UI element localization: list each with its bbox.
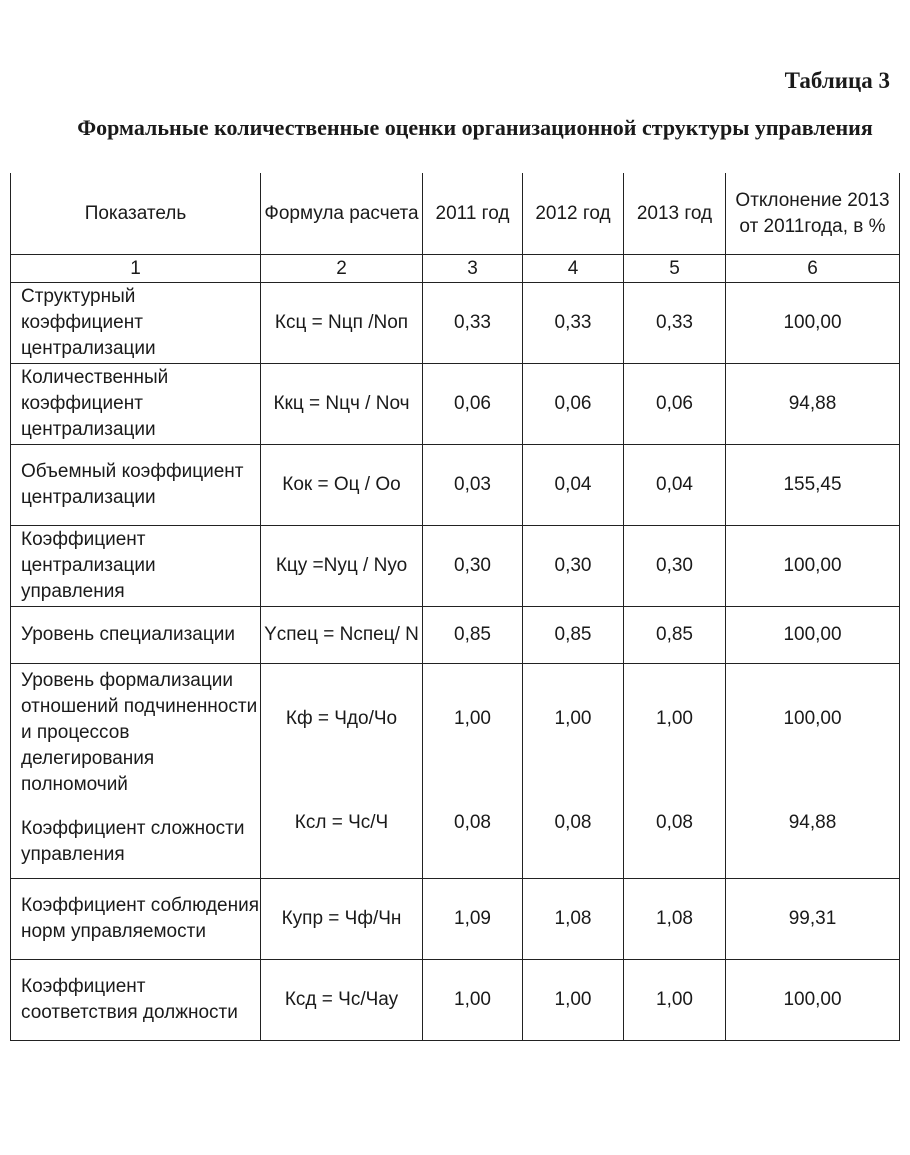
- indicator-cell: Коэффициент централизации управления: [11, 526, 261, 607]
- value-2012-cell: 0,30: [523, 526, 624, 607]
- deviation-cell: 99,31: [726, 879, 900, 960]
- indicator-cell: Структурный коэффициент централизации: [11, 283, 261, 364]
- value-2013-cell: 0,85: [624, 607, 726, 664]
- value-2011-cell: 1,00: [423, 960, 523, 1041]
- formula-cell: Ксц = Nцп /Nоп: [261, 283, 423, 364]
- deviation-cell: 155,45: [726, 445, 900, 526]
- header-2012: 2012 год: [523, 173, 624, 255]
- indicator-cell: Коэффициент соблюдения норм управляемости: [11, 879, 261, 960]
- header-2013: 2013 год: [624, 173, 726, 255]
- value-2012-cell: [523, 664, 624, 879]
- value-2011-cell: 0,06: [423, 364, 523, 445]
- value-2013-cell: 0,33: [624, 283, 726, 364]
- value-text: 0,08: [454, 812, 491, 833]
- formula-cell: Yспец = Nспец/ N: [261, 607, 423, 664]
- header-row: [11, 173, 900, 255]
- value-2012-cell: 1,00: [523, 960, 624, 1041]
- formula-cell: Ксд = Чс/Чау: [261, 960, 423, 1041]
- value-text: 1,00: [656, 708, 693, 729]
- indicator-cell: Объемный коэффициент централизации: [11, 445, 261, 526]
- value-2013-cell: [624, 664, 726, 879]
- value-2013-cell: 1,08: [624, 879, 726, 960]
- value-2013-cell: 1,00: [624, 960, 726, 1041]
- column-number: 5: [624, 255, 726, 283]
- deviation-text: 100,00: [783, 708, 842, 729]
- value-2011-cell: 0,03: [423, 445, 523, 526]
- formula-cell: Купр = Чф/Чн: [261, 879, 423, 960]
- value-2012-cell: 0,06: [523, 364, 624, 445]
- table-row: [11, 960, 900, 1041]
- value-2011-cell: [423, 664, 523, 879]
- header-2011: 2011 год: [423, 173, 523, 255]
- formula-cell: Кцу =Nуц / Nуо: [261, 526, 423, 607]
- value-2012-cell: 0,04: [523, 445, 624, 526]
- indicators-table: [10, 173, 900, 1041]
- column-number: 2: [261, 255, 423, 283]
- table-row: [11, 879, 900, 960]
- value-2011-cell: 1,09: [423, 879, 523, 960]
- value-text: 1,00: [454, 708, 491, 729]
- column-number: 1: [11, 255, 261, 283]
- formula-text: Ксл = Чс/Ч: [294, 812, 389, 833]
- header-formula: Формула расчета: [261, 173, 423, 255]
- value-2012-cell: 0,85: [523, 607, 624, 664]
- value-2012-cell: 0,33: [523, 283, 624, 364]
- column-number-row: [11, 255, 900, 283]
- indicator-cell: Количественный коэффициент централизации: [11, 364, 261, 445]
- table-row: [11, 526, 900, 607]
- document-title: Формальные количественные оценки организационной структуры управления: [77, 115, 873, 140]
- table-row: [11, 283, 900, 364]
- table-row: [11, 607, 900, 664]
- value-text: 1,00: [554, 708, 592, 729]
- deviation-cell: 94,88: [726, 364, 900, 445]
- header-indicator: Показатель: [11, 173, 261, 255]
- column-number: 3: [423, 255, 523, 283]
- indicator-cell: [11, 664, 261, 879]
- value-2013-cell: 0,06: [624, 364, 726, 445]
- deviation-cell: 100,00: [726, 607, 900, 664]
- column-number: 6: [726, 255, 900, 283]
- deviation-cell: 100,00: [726, 283, 900, 364]
- value-2012-cell: 1,08: [523, 879, 624, 960]
- indicator-text: Уровень формализации отношений подчиненности и процессов делегирования полномочий: [21, 670, 258, 795]
- formula-cell: [261, 664, 423, 879]
- indicator-text: Коэффициент сложности управления: [21, 818, 245, 865]
- value-2013-cell: 0,30: [624, 526, 726, 607]
- deviation-cell: 100,00: [726, 960, 900, 1041]
- deviation-cell: [726, 664, 900, 879]
- formula-text: Кф = Чдо/Чо: [285, 708, 398, 729]
- table-row: [11, 445, 900, 526]
- indicator-cell: Уровень специализации: [11, 607, 261, 664]
- value-text: 0,08: [554, 812, 592, 833]
- formula-cell: Кок = Оц / Оо: [261, 445, 423, 526]
- value-2013-cell: 0,04: [624, 445, 726, 526]
- deviation-text: 94,88: [788, 812, 837, 833]
- value-2011-cell: 0,30: [423, 526, 523, 607]
- value-2011-cell: 0,33: [423, 283, 523, 364]
- value-text: 0,08: [656, 812, 693, 833]
- value-2011-cell: 0,85: [423, 607, 523, 664]
- table-row-merged: [11, 664, 900, 879]
- header-deviation: Отклонение 2013 от 2011года, в %: [726, 173, 900, 255]
- table-label: Таблица 3: [784, 68, 890, 93]
- indicator-cell: Коэффициент соответствия должности: [11, 960, 261, 1041]
- table-row: [11, 364, 900, 445]
- column-number: 4: [523, 255, 624, 283]
- formula-cell: Ккц = Nцч / Nоч: [261, 364, 423, 445]
- deviation-cell: 100,00: [726, 526, 900, 607]
